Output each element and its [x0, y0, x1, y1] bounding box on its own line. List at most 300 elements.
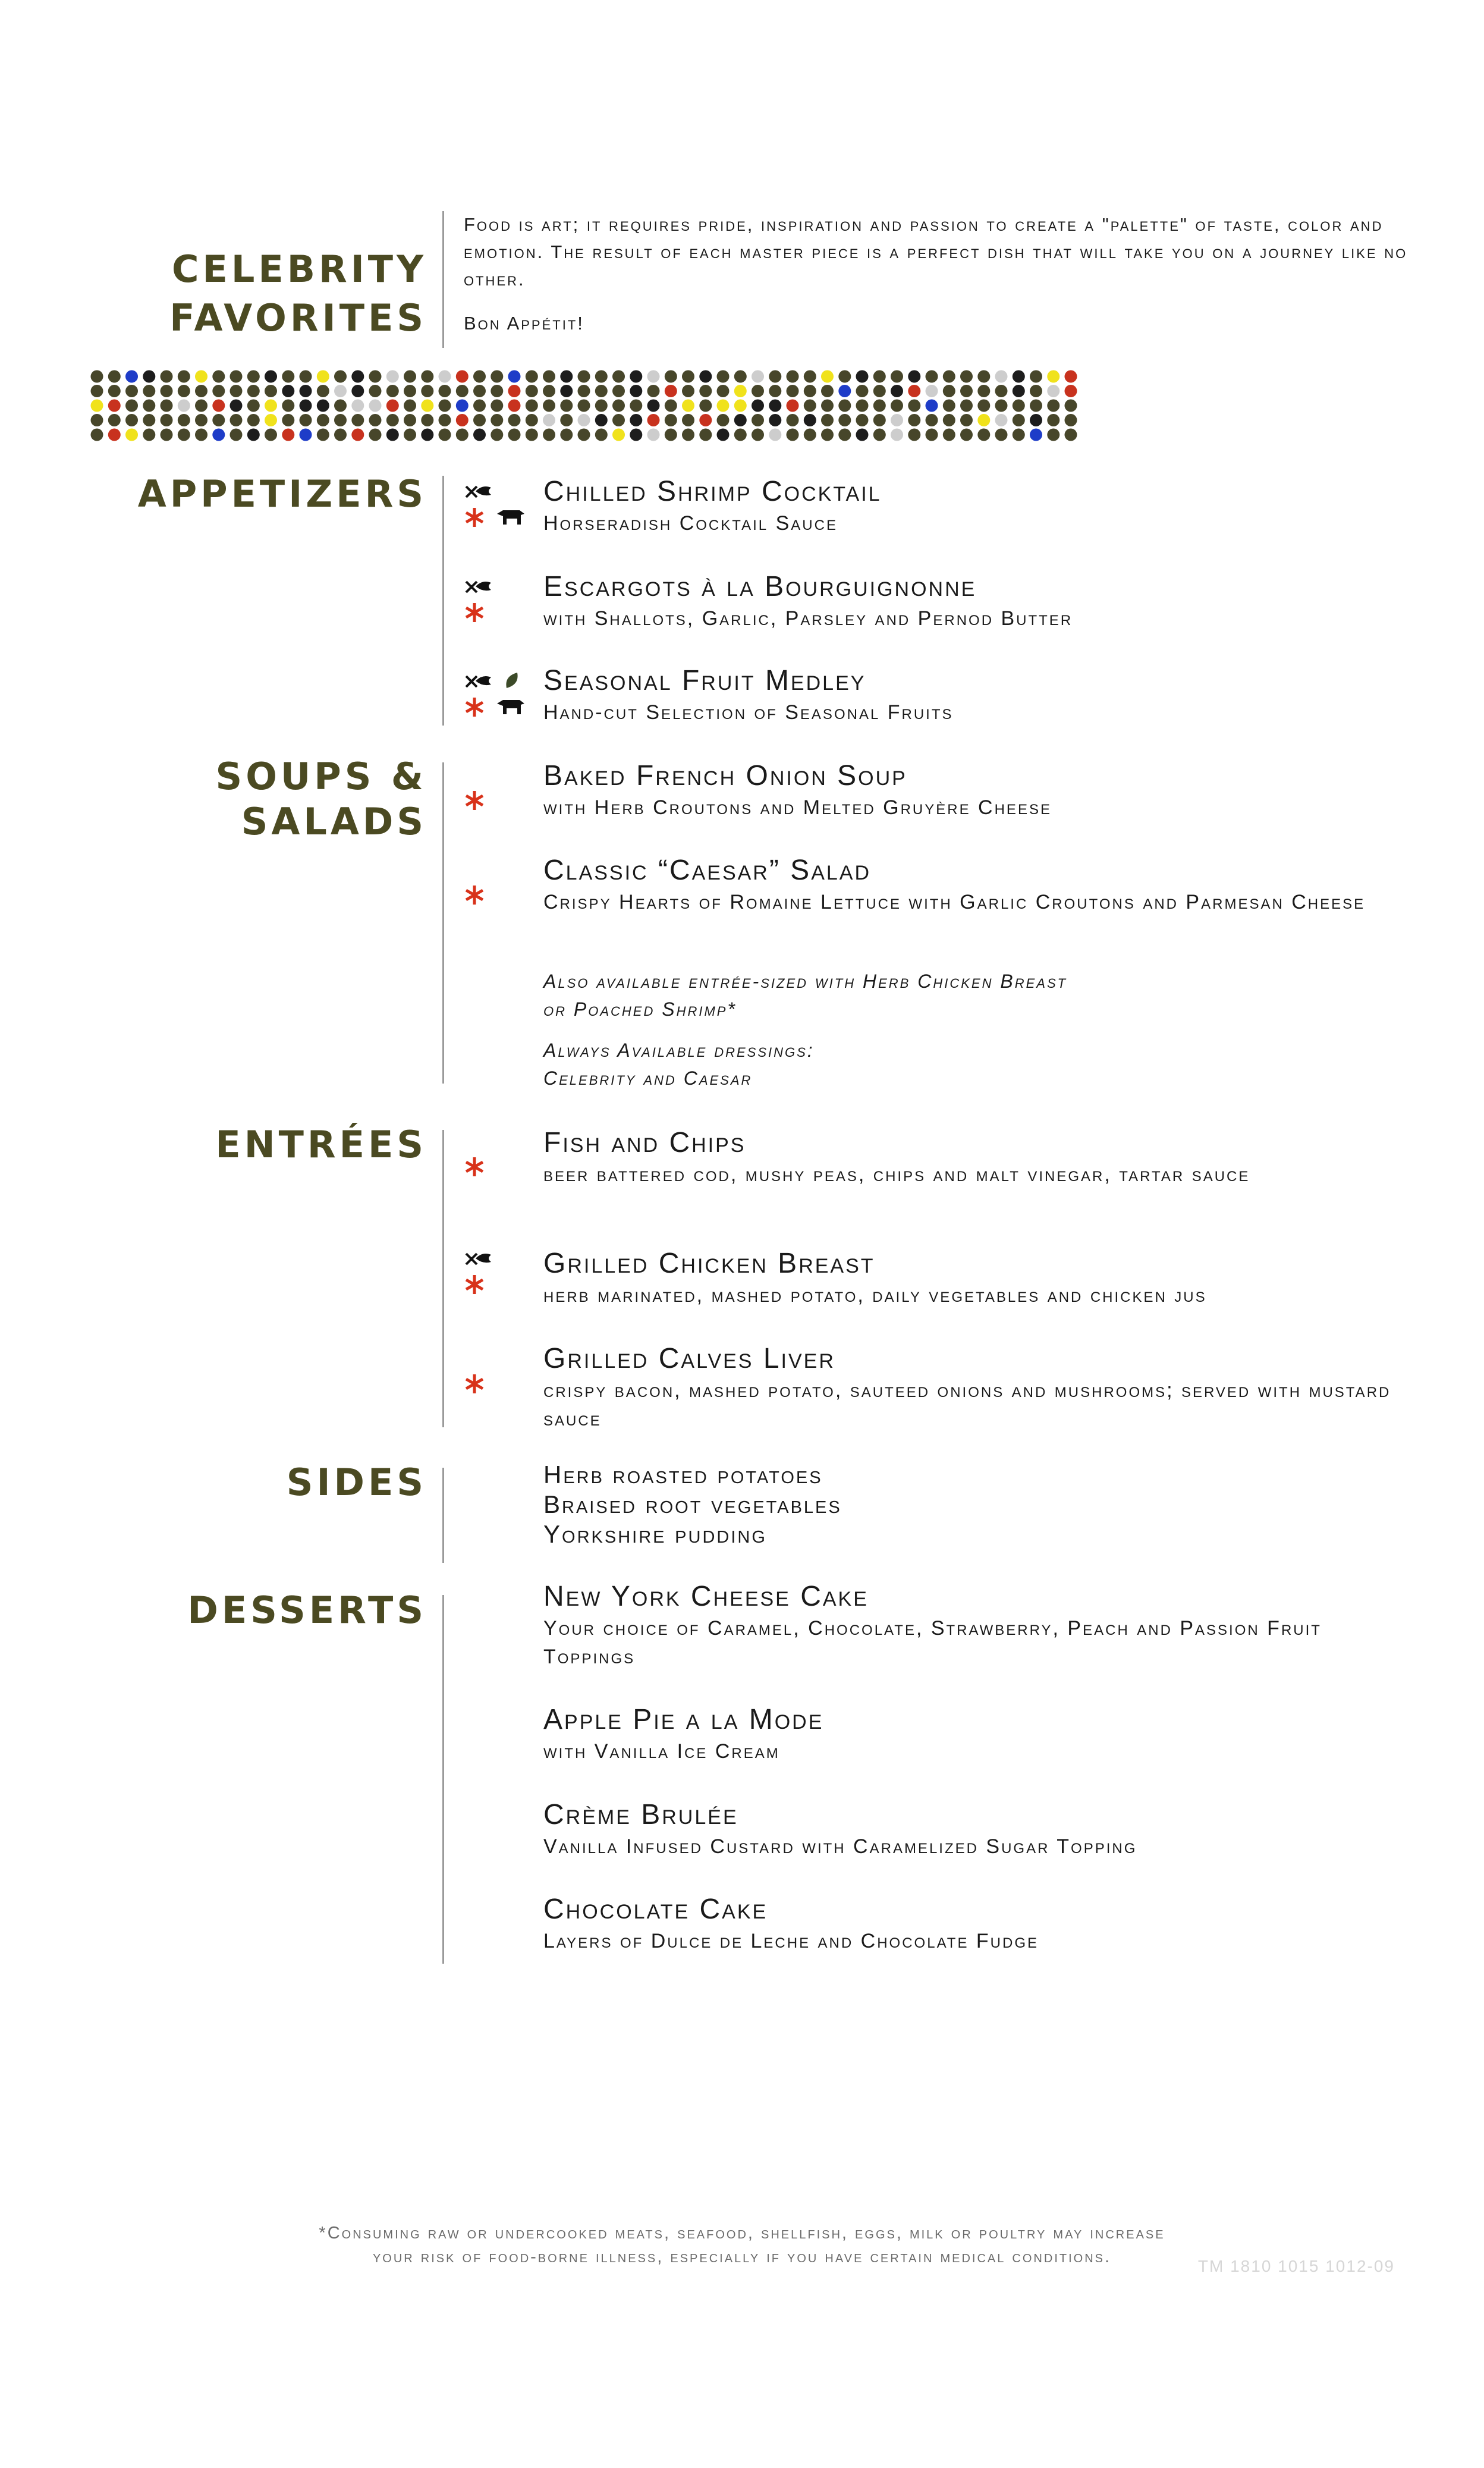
palette-dot: [769, 370, 781, 383]
palette-dot: [891, 400, 903, 412]
palette-dot: [195, 370, 207, 383]
palette-dot: [960, 429, 973, 441]
item-name: Escargots à la Bourguignonne: [543, 571, 977, 602]
palette-dot: [1013, 400, 1025, 412]
palette-dot: [543, 400, 555, 412]
palette-dot: [717, 429, 730, 441]
palette-dot: [891, 370, 903, 383]
palette-dot: [856, 385, 869, 397]
item-description: beer battered cod, mushy peas, chips and malt vinegar, tartar sauce: [543, 1163, 1250, 1186]
palette-dot: [317, 400, 329, 412]
palette-dot: [212, 429, 225, 441]
palette-dot: [926, 370, 938, 383]
item-name: Apple Pie a la Mode: [543, 1704, 824, 1735]
palette-dot: [178, 400, 190, 412]
palette-dot: [456, 370, 469, 383]
dressings-note: [543, 1037, 815, 1092]
palette-dot: [682, 400, 694, 412]
entrees-divider: [442, 1130, 444, 1427]
palette-dot: [995, 414, 1008, 426]
palette-dot: [647, 370, 660, 383]
menu-item-chocolate-cake: [543, 1894, 1400, 1955]
asterisk-icon: [466, 886, 483, 905]
palette-dot: [873, 400, 886, 412]
palette-dot: [195, 400, 207, 412]
palette-dot: [821, 400, 834, 412]
palette-dot: [682, 385, 694, 397]
palette-dot: [630, 400, 642, 412]
palette-dot: [699, 370, 712, 383]
palette-dot: [491, 429, 503, 441]
palette-dot: [769, 414, 781, 426]
palette-dot: [300, 429, 312, 441]
item-name: Grilled Chicken Breast: [543, 1248, 875, 1279]
category-appetizers: APPETIZERS: [137, 472, 427, 516]
palette-dot: [508, 400, 521, 412]
palette-dot: [647, 414, 660, 426]
palette-dot: [473, 414, 486, 426]
item-icons: [463, 481, 534, 540]
palette-dot: [334, 429, 347, 441]
palette-dot: [1013, 429, 1025, 441]
palette-dot: [873, 429, 886, 441]
palette-dot: [108, 400, 121, 412]
palette-dot: [838, 370, 851, 383]
palette-dot: [838, 385, 851, 397]
item-name: Chilled Shrimp Cocktail: [543, 476, 882, 507]
palette-dot: [873, 370, 886, 383]
palette-dot: [578, 414, 590, 426]
palette-dot: [247, 370, 260, 383]
palette-dot: [995, 400, 1008, 412]
palette-dot: [230, 370, 243, 383]
palette-dot: [1047, 370, 1059, 383]
palette-dot: [247, 429, 260, 441]
disclaimer-line-1: *Consuming raw or undercooked meats, seafood, shellfish, eggs, milk or poultry may increase: [319, 2224, 1165, 2243]
palette-dot: [1047, 429, 1059, 441]
palette-dot: [1030, 429, 1042, 441]
palette-dot: [787, 429, 799, 441]
palette-dot: [1047, 385, 1059, 397]
palette-dot: [578, 370, 590, 383]
palette-dot: [543, 385, 555, 397]
palette-dot: [995, 385, 1008, 397]
palette-dot: [369, 429, 382, 441]
palette-dot: [1013, 385, 1025, 397]
category-soups-line-2: SALADS: [241, 800, 427, 843]
item-name: Crème Brulée: [543, 1799, 738, 1830]
palette-dot: [595, 385, 608, 397]
palette-dot: [212, 370, 225, 383]
sides-divider: [442, 1468, 444, 1563]
page-title-line-1: CELEBRITY: [172, 247, 427, 291]
palette-dot: [578, 429, 590, 441]
palette-dots-band: [0, 0, 1484, 476]
item-icons: [463, 1136, 534, 1195]
page-title-line-2: FAVORITES: [169, 296, 427, 340]
palette-dot: [1065, 414, 1077, 426]
palette-dot: [682, 370, 694, 383]
palette-dot: [247, 414, 260, 426]
palette-dot: [143, 429, 155, 441]
side-item: Braised root vegetables: [543, 1490, 842, 1518]
palette-dot: [91, 370, 103, 383]
palette-dot: [804, 370, 816, 383]
menu-item-fish-and-chips: [543, 1127, 1388, 1189]
palette-dot: [665, 385, 677, 397]
palette-dot: [265, 429, 277, 441]
palette-dot: [108, 429, 121, 441]
item-name: Grilled Calves Liver: [543, 1343, 835, 1374]
palette-dot: [699, 414, 712, 426]
palette-dot: [125, 400, 138, 412]
palette-dot: [369, 400, 382, 412]
palette-dot: [230, 400, 243, 412]
palette-dot: [421, 385, 433, 397]
palette-dot: [125, 370, 138, 383]
palette-dot: [473, 385, 486, 397]
palette-dot: [178, 385, 190, 397]
palette-dot: [526, 400, 538, 412]
palette-dot: [578, 400, 590, 412]
palette-dot: [595, 429, 608, 441]
palette-dot: [787, 385, 799, 397]
palette-dot: [943, 429, 955, 441]
palette-dot: [404, 370, 416, 383]
palette-dot: [543, 429, 555, 441]
menu-item-shrimp-cocktail: [543, 476, 1400, 538]
palette-dot: [960, 370, 973, 383]
palette-dot: [717, 370, 730, 383]
palette-dot: [195, 385, 207, 397]
palette-dot: [821, 385, 834, 397]
palette-dot: [108, 414, 121, 426]
palette-dot: [351, 370, 364, 383]
palette-dot: [143, 385, 155, 397]
palette-dot: [1047, 400, 1059, 412]
item-name: Fish and Chips: [543, 1127, 746, 1158]
palette-dot: [526, 414, 538, 426]
palette-dot: [977, 400, 990, 412]
palette-dot: [386, 414, 399, 426]
menu-item-creme-brulee: [543, 1799, 1400, 1861]
palette-dot: [161, 429, 173, 441]
item-icons: [463, 861, 534, 920]
palette-dot: [351, 400, 364, 412]
palette-dot: [439, 414, 451, 426]
palette-dot: [473, 370, 486, 383]
palette-dot: [421, 400, 433, 412]
palette-dot: [317, 429, 329, 441]
category-entrees: ENTRÉES: [215, 1123, 427, 1166]
item-name: Classic “Caesar” Salad: [543, 855, 872, 886]
palette-dot: [491, 385, 503, 397]
palette-dot: [665, 429, 677, 441]
palette-dot: [212, 385, 225, 397]
palette-dot: [1013, 414, 1025, 426]
palette-dot: [439, 400, 451, 412]
palette-dot: [977, 429, 990, 441]
palette-dot: [873, 414, 886, 426]
menu-item-escargots: [543, 571, 1400, 633]
palette-dot: [161, 385, 173, 397]
palette-dot: [195, 414, 207, 426]
menu-item-calves-liver: [543, 1343, 1400, 1433]
menu-item-grilled-chicken: [543, 1248, 1423, 1310]
palette-dot: [143, 414, 155, 426]
palette-dot: [612, 370, 625, 383]
palette-dot: [787, 370, 799, 383]
item-description: crispy bacon, mashed potato, sauteed onions and mushrooms; served with mustard sauce: [543, 1379, 1391, 1430]
leaf-icon: [506, 673, 517, 688]
palette-dot: [560, 370, 573, 383]
palette-dot: [265, 414, 277, 426]
palette-dot: [456, 414, 469, 426]
palette-dot: [247, 385, 260, 397]
palette-dot: [612, 429, 625, 441]
palette-dot: [108, 385, 121, 397]
cow-icon: [497, 510, 524, 525]
palette-dot: [769, 400, 781, 412]
palette-dot: [821, 414, 834, 426]
palette-dot: [265, 400, 277, 412]
palette-dot: [212, 414, 225, 426]
palette-dot: [891, 414, 903, 426]
dressings-note-line-1: Always Available dressings:: [543, 1040, 815, 1061]
palette-dot: [977, 414, 990, 426]
category-sides: SIDES: [286, 1461, 427, 1504]
menu-item-apple-pie: [543, 1704, 1400, 1766]
palette-dot: [265, 370, 277, 383]
palette-dot: [404, 400, 416, 412]
palette-dot: [804, 400, 816, 412]
palette-dot: [908, 400, 920, 412]
palette-dot: [491, 414, 503, 426]
palette-dot: [456, 400, 469, 412]
palette-dot: [856, 414, 869, 426]
palette-dot: [734, 385, 747, 397]
palette-dot: [734, 429, 747, 441]
palette-dot: [161, 370, 173, 383]
palette-dot: [178, 414, 190, 426]
palette-dot: [560, 400, 573, 412]
palette-dot: [752, 400, 764, 412]
palette-dot: [977, 370, 990, 383]
item-name: Baked French Onion Soup: [543, 760, 907, 792]
palette-dot: [787, 400, 799, 412]
palette-dot: [386, 429, 399, 441]
palette-dot: [108, 370, 121, 383]
palette-dot: [838, 400, 851, 412]
palette-dot: [421, 414, 433, 426]
palette-dot: [91, 385, 103, 397]
palette-dot: [560, 429, 573, 441]
palette-dot: [1065, 400, 1077, 412]
appetizers-divider: [442, 476, 444, 726]
palette-dot: [856, 370, 869, 383]
palette-dot: [578, 385, 590, 397]
palette-dot: [960, 400, 973, 412]
palette-dot: [595, 370, 608, 383]
print-code: TM 1810 1015 1012-09: [1197, 2257, 1395, 2275]
palette-dot: [838, 429, 851, 441]
palette-dot: [351, 385, 364, 397]
palette-dot: [1030, 385, 1042, 397]
palette-dot: [508, 429, 521, 441]
item-icons: [463, 670, 534, 730]
palette-dot: [856, 429, 869, 441]
palette-dot: [682, 414, 694, 426]
palette-dot: [699, 400, 712, 412]
palette-dot: [926, 414, 938, 426]
palette-dot: [508, 414, 521, 426]
palette-dot: [1013, 370, 1025, 383]
palette-dot: [752, 414, 764, 426]
side-item: Yorkshire pudding: [543, 1520, 767, 1548]
palette-dot: [752, 370, 764, 383]
palette-dot: [1030, 400, 1042, 412]
asterisk-icon: [466, 1275, 483, 1294]
palette-dot: [369, 370, 382, 383]
palette-dot: [195, 429, 207, 441]
palette-dot: [734, 414, 747, 426]
item-description: Horseradish Cocktail Sauce: [543, 512, 838, 535]
palette-dot: [473, 429, 486, 441]
palette-dot: [212, 400, 225, 412]
palette-dot: [595, 400, 608, 412]
palette-dot: [1065, 429, 1077, 441]
fish-icon: [466, 676, 491, 687]
palette-dot: [386, 385, 399, 397]
palette-dot: [178, 429, 190, 441]
palette-dot: [351, 429, 364, 441]
palette-dot: [960, 414, 973, 426]
palette-dot: [943, 370, 955, 383]
palette-dot: [943, 385, 955, 397]
palette-dot: [282, 370, 294, 383]
palette-dot: [612, 400, 625, 412]
palette-dot: [491, 400, 503, 412]
asterisk-icon: [466, 791, 483, 810]
menu-item-onion-soup: [543, 760, 1400, 822]
palette-dot: [734, 370, 747, 383]
palette-dot: [300, 400, 312, 412]
palette-dot: [369, 385, 382, 397]
palette-dot: [717, 400, 730, 412]
palette-dot: [317, 414, 329, 426]
palette-dot: [717, 385, 730, 397]
palette-dot: [1047, 414, 1059, 426]
palette-dot: [665, 370, 677, 383]
palette-dot: [91, 414, 103, 426]
palette-dot: [960, 385, 973, 397]
palette-dot: [404, 414, 416, 426]
palette-dot: [143, 400, 155, 412]
item-icons: [463, 576, 534, 635]
asterisk-icon: [466, 698, 483, 717]
palette-dot: [300, 414, 312, 426]
palette-dot: [647, 400, 660, 412]
palette-dot: [456, 385, 469, 397]
palette-dot: [334, 385, 347, 397]
palette-dot: [282, 414, 294, 426]
palette-dot: [804, 429, 816, 441]
palette-dot: [351, 414, 364, 426]
palette-dot: [926, 400, 938, 412]
disclaimer-line-2: your risk of food-borne illness, especially if you have certain medical conditions.: [372, 2247, 1112, 2266]
palette-dot: [404, 429, 416, 441]
palette-dot: [1065, 370, 1077, 383]
soups-divider: [442, 762, 444, 1084]
palette-dot: [560, 414, 573, 426]
palette-dot: [456, 429, 469, 441]
palette-dot: [317, 385, 329, 397]
palette-dot: [995, 370, 1008, 383]
palette-dot: [752, 385, 764, 397]
palette-dot: [926, 429, 938, 441]
item-description: Your choice of Caramel, Chocolate, Strawberry, Peach and Passion Fruit Toppings: [543, 1617, 1322, 1668]
menu-item-caesar-salad: [543, 855, 1388, 916]
palette-dot: [317, 370, 329, 383]
palette-dot: [699, 385, 712, 397]
palette-dot: [526, 429, 538, 441]
palette-dot: [804, 385, 816, 397]
palette-dot: [647, 385, 660, 397]
palette-dot: [560, 385, 573, 397]
palette-dot: [821, 370, 834, 383]
palette-dot: [595, 414, 608, 426]
palette-dot: [91, 429, 103, 441]
palette-dot: [908, 385, 920, 397]
salad-entree-note-line-2: or Poached Shrimp*: [543, 998, 737, 1020]
closing-text: Bon Appétit!: [464, 313, 584, 334]
palette-dot: [543, 414, 555, 426]
palette-dot: [908, 370, 920, 383]
palette-dot: [665, 400, 677, 412]
fish-icon: [466, 1254, 491, 1264]
palette-dot: [334, 400, 347, 412]
palette-dot: [230, 414, 243, 426]
category-soups-salads: [216, 754, 427, 844]
item-description: with Vanilla Ice Cream: [543, 1740, 780, 1763]
palette-dot: [838, 414, 851, 426]
palette-dot: [230, 429, 243, 441]
palette-dot: [334, 414, 347, 426]
menu-item-fruit-medley: [543, 665, 1400, 727]
palette-dot: [178, 370, 190, 383]
palette-dot: [439, 429, 451, 441]
menu-item-cheesecake: [543, 1581, 1388, 1671]
palette-dot: [369, 414, 382, 426]
palette-dot: [282, 400, 294, 412]
category-desserts: DESSERTS: [187, 1588, 427, 1632]
palette-dot: [856, 400, 869, 412]
item-name: Seasonal Fruit Medley: [543, 665, 866, 696]
item-icons: [463, 1353, 534, 1412]
palette-dot: [612, 414, 625, 426]
asterisk-icon: [466, 603, 483, 622]
item-description: Crispy Hearts of Romaine Lettuce with Garlic Croutons and Parmesan Cheese: [543, 891, 1366, 913]
palette-dot: [508, 370, 521, 383]
salad-entree-note-line-1: Also available entrée-sized with Herb Chicken Breast: [543, 971, 1068, 992]
item-name: Chocolate Cake: [543, 1894, 768, 1925]
cow-icon: [497, 700, 524, 714]
category-soups-line-1: SOUPS &: [215, 755, 427, 798]
palette-dot: [647, 429, 660, 441]
palette-dot: [421, 429, 433, 441]
palette-dot: [230, 385, 243, 397]
item-description: with Shallots, Garlic, Parsley and Pernod Butter: [543, 607, 1073, 630]
